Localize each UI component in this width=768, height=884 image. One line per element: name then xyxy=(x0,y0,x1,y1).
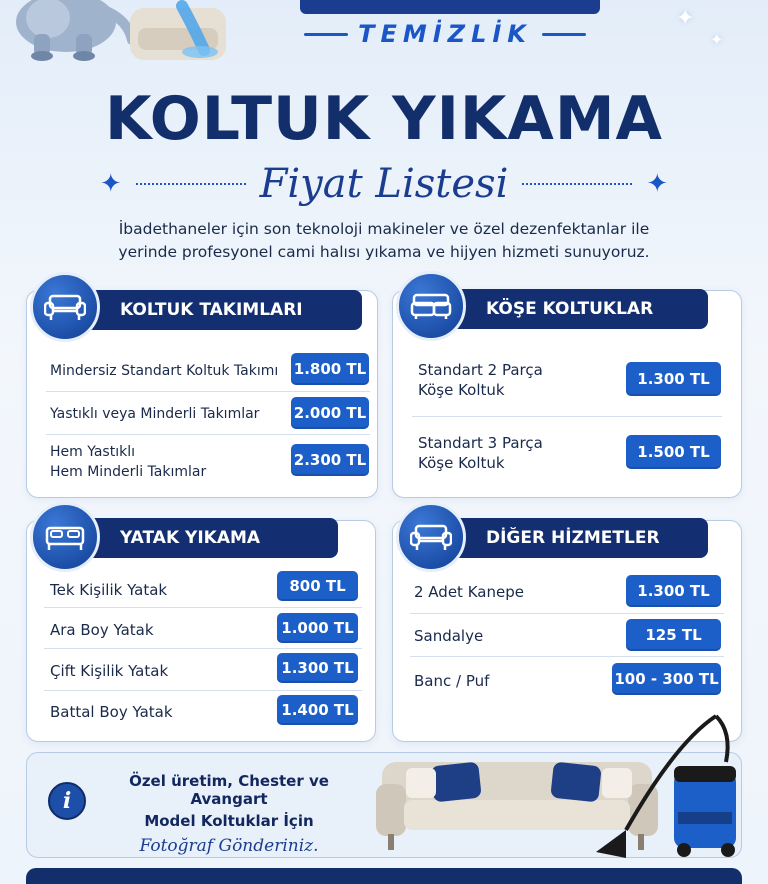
list-item-label xyxy=(418,360,543,400)
list-item-label-line: Standart 2 Parça xyxy=(418,361,543,379)
list-item-label: Battal Boy Yatak xyxy=(50,703,173,721)
price-badge: 1.000 TL xyxy=(277,613,358,643)
list-item-label xyxy=(418,433,543,473)
list-item-label: Çift Kişilik Yatak xyxy=(50,662,169,680)
corner-sofa-icon xyxy=(396,271,466,341)
sparkle-icon: ✦ xyxy=(710,30,724,49)
list-item-label-line: Köşe Koltuk xyxy=(418,381,505,399)
banner-script: Fotoğraf Gönderiniz. xyxy=(139,836,319,856)
price-badge: 125 TL xyxy=(626,619,721,651)
section-title: KÖŞE KOLTUKLAR xyxy=(486,299,654,319)
mascot-illustration xyxy=(4,0,244,70)
list-item-label: Yastıklı veya Minderli Takımlar xyxy=(50,406,260,422)
section-header-kose-koltuklar xyxy=(430,289,708,329)
banner-line-2: Model Koltuklar İçin xyxy=(144,812,314,830)
price-badge: 100 - 300 TL xyxy=(612,663,721,695)
section-header-yatak-yikama xyxy=(64,518,338,558)
divider xyxy=(46,434,370,435)
divider xyxy=(46,391,370,392)
banner-line-1: Özel üretim, Chester ve Avangart xyxy=(129,772,329,808)
subtitle-row xyxy=(0,156,768,212)
list-item-label-line: Köşe Koltuk xyxy=(418,454,505,472)
list-item-label xyxy=(50,442,206,482)
section-title: KOLTUK TAKIMLARI xyxy=(120,300,303,320)
price-badge: 1.500 TL xyxy=(626,435,721,469)
divider xyxy=(410,656,724,657)
banner-text xyxy=(92,772,366,856)
price-badge: 1.800 TL xyxy=(291,353,369,385)
list-item-label-line: Standart 3 Parça xyxy=(418,434,543,452)
page-subtitle: Fiyat Listesi xyxy=(259,161,509,207)
section-title: DİĞER HİZMETLER xyxy=(486,528,660,548)
list-item-label: Ara Boy Yatak xyxy=(50,621,154,639)
star-icon: ✦ xyxy=(99,169,122,199)
price-badge: 1.300 TL xyxy=(626,362,721,396)
divider xyxy=(44,607,362,608)
list-item-label: Tek Kişilik Yatak xyxy=(50,581,168,599)
price-badge: 1.300 TL xyxy=(277,653,358,683)
star-icon: ✦ xyxy=(646,169,669,199)
price-badge: 1.400 TL xyxy=(277,695,358,725)
list-item-label: Mindersiz Standart Koltuk Takımı xyxy=(50,363,279,379)
section-header-koltuk-takimlari xyxy=(64,290,362,330)
brand-logo-top xyxy=(300,0,600,14)
list-item-label: Sandalye xyxy=(414,627,484,645)
list-item-label-line: Hem Yastıklı xyxy=(50,444,135,460)
description xyxy=(60,218,708,264)
brand-subtitle-text: TEMİZLİK xyxy=(358,20,532,48)
brand-line-right xyxy=(542,33,586,36)
price-badge: 1.300 TL xyxy=(626,575,721,607)
dotted-line-right xyxy=(522,183,632,185)
sofa-icon xyxy=(30,272,100,342)
divider xyxy=(410,613,724,614)
price-badge: 2.000 TL xyxy=(291,397,369,429)
list-item-label: 2 Adet Kanepe xyxy=(414,583,524,601)
page-title: KOLTUK YIKAMA xyxy=(105,84,663,154)
divider xyxy=(412,416,722,417)
dotted-line-left xyxy=(136,183,246,185)
price-badge: 800 TL xyxy=(277,571,358,601)
sparkle-icon: ✦ xyxy=(676,6,695,31)
list-item-label: Banc / Puf xyxy=(414,672,490,690)
sofa-icon xyxy=(396,502,466,572)
description-line-2: yerinde profesyonel cami halısı yıkama ve hijyen hizmeti sunuyoruz. xyxy=(118,243,650,261)
section-header-diger-hizmetler xyxy=(430,518,708,558)
footer-bar xyxy=(26,868,742,884)
sofa-and-vacuum-illustration xyxy=(376,712,742,862)
bed-icon xyxy=(30,502,100,572)
list-item-label-line: Hem Minderli Takımlar xyxy=(50,464,207,480)
divider xyxy=(44,690,362,691)
price-badge: 2.300 TL xyxy=(291,444,369,476)
description-line-1: İbadethaneler için son teknoloji makineler ve özel dezenfektanlar ile xyxy=(118,220,650,238)
info-icon: i xyxy=(48,782,86,820)
section-title: YATAK YIKAMA xyxy=(120,528,261,548)
divider xyxy=(44,648,362,649)
brand-subtitle xyxy=(300,20,590,48)
brand-line-left xyxy=(304,33,348,36)
